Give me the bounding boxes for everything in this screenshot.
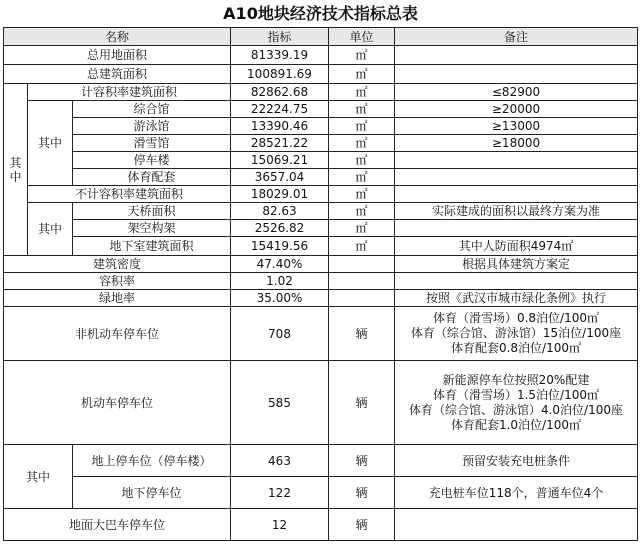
row-value: 463 <box>231 445 329 477</box>
row-unit: 辆 <box>329 307 395 361</box>
row-unit: ㎡ <box>329 203 395 220</box>
row-name: 容积率 <box>4 273 231 290</box>
row-name: 停车楼 <box>73 152 231 169</box>
row-name: 架空构架 <box>73 220 231 237</box>
row-name: 机动车停车位 <box>4 361 231 445</box>
indicator-table <box>3 27 638 541</box>
table-row <box>4 203 638 220</box>
row-note: ≥13000 <box>395 118 638 135</box>
row-unit: 辆 <box>329 361 395 445</box>
header-value: 指标 <box>231 28 329 46</box>
row-value: 35.00% <box>231 290 329 307</box>
row-note: 预留安装充电桩条件 <box>395 445 638 477</box>
row-note <box>395 220 638 237</box>
row-value: 82.63 <box>231 203 329 220</box>
table-row <box>4 307 638 361</box>
row-unit: ㎡ <box>329 135 395 152</box>
row-note: 其中人防面积4974㎡ <box>395 237 638 256</box>
row-name: 游泳馆 <box>73 118 231 135</box>
row-name: 总用地面积 <box>4 46 231 65</box>
header-row <box>4 28 638 46</box>
row-value: 47.40% <box>231 256 329 273</box>
note-line: 体育配套1.0泊位/100㎡ <box>450 417 582 432</box>
row-note <box>395 169 638 186</box>
row-value: 28521.22 <box>231 135 329 152</box>
row-value: 81339.19 <box>231 46 329 65</box>
row-unit: ㎡ <box>329 237 395 256</box>
row-unit: ㎡ <box>329 84 395 101</box>
row-unit: ㎡ <box>329 220 395 237</box>
note-line: 体育（综合馆、游泳馆）4.0泊位/100座 <box>408 402 624 417</box>
row-name: 天桥面积 <box>73 203 231 220</box>
row-value: 15419.56 <box>231 237 329 256</box>
row-note: 实际建成的面积以最终方案为准 <box>395 203 638 220</box>
row-unit <box>329 256 395 273</box>
row-value: 122 <box>231 477 329 509</box>
row-unit <box>329 290 395 307</box>
table-row <box>4 186 638 203</box>
row-value: 585 <box>231 361 329 445</box>
row-value: 18029.01 <box>231 186 329 203</box>
row-name: 综合馆 <box>73 101 231 118</box>
row-name: 地下室建筑面积 <box>73 237 231 256</box>
table-row <box>4 237 638 256</box>
header-note: 备注 <box>395 28 638 46</box>
row-unit: ㎡ <box>329 118 395 135</box>
table-row <box>4 509 638 541</box>
row-name: 不计容积率建筑面积 <box>28 186 231 203</box>
row-unit: 辆 <box>329 445 395 477</box>
row-note <box>395 509 638 541</box>
table-row <box>4 290 638 307</box>
row-note <box>395 46 638 65</box>
table-row <box>4 84 638 101</box>
table-row <box>4 118 638 135</box>
row-value: 1.02 <box>231 273 329 290</box>
table-row <box>4 46 638 65</box>
row-name: 滑雪馆 <box>73 135 231 152</box>
row-value: 82862.68 <box>231 84 329 101</box>
header-unit: 单位 <box>329 28 395 46</box>
row-note <box>395 273 638 290</box>
note-line: 体育（滑雪场）0.8泊位/100㎡ <box>432 311 600 325</box>
row-unit: ㎡ <box>329 169 395 186</box>
row-name: 建筑密度 <box>4 256 231 273</box>
header-name: 名称 <box>4 28 231 46</box>
row-name: 地下停车位 <box>73 477 231 509</box>
group-label-car: 其中 <box>4 445 73 509</box>
row-note: 按照《武汉市城市绿化条例》执行 <box>395 290 638 307</box>
row-value: 13390.46 <box>231 118 329 135</box>
note-line: 体育配套0.8泊位/100㎡ <box>450 341 582 355</box>
table-row <box>4 152 638 169</box>
row-note: ≤82900 <box>395 84 638 101</box>
row-note: 充电桩车位118个，普通车位4个 <box>395 477 638 509</box>
row-note <box>395 152 638 169</box>
row-name: 非机动车停车位 <box>4 307 231 361</box>
note-line: 体育（滑雪场）1.5泊位/100㎡ <box>432 387 600 402</box>
row-unit: ㎡ <box>329 186 395 203</box>
table-row <box>4 65 638 84</box>
row-value: 100891.69 <box>231 65 329 84</box>
table-title: A10地块经济技术指标总表 <box>223 4 418 23</box>
row-unit: 辆 <box>329 477 395 509</box>
row-unit: 辆 <box>329 509 395 541</box>
row-unit: ㎡ <box>329 46 395 65</box>
row-note-multiline <box>395 361 638 445</box>
row-name: 总建筑面积 <box>4 65 231 84</box>
row-value: 3657.04 <box>231 169 329 186</box>
table-row <box>4 477 638 509</box>
group-label-nonfar: 其中 <box>28 203 73 256</box>
row-note-multiline <box>395 307 638 361</box>
note-line: 体育（综合馆、游泳馆）15泊位/100座 <box>410 326 622 340</box>
row-unit <box>329 273 395 290</box>
table-row <box>4 101 638 118</box>
row-unit: ㎡ <box>329 152 395 169</box>
row-note <box>395 186 638 203</box>
row-name: 体育配套 <box>73 169 231 186</box>
row-note <box>395 65 638 84</box>
row-name: 绿地率 <box>4 290 231 307</box>
table-row <box>4 135 638 152</box>
row-value: 22224.75 <box>231 101 329 118</box>
row-value: 15069.21 <box>231 152 329 169</box>
table-row <box>4 256 638 273</box>
row-note: ≥20000 <box>395 101 638 118</box>
row-name: 地面大巴车停车位 <box>4 509 231 541</box>
row-value: 708 <box>231 307 329 361</box>
table-row <box>4 273 638 290</box>
row-value: 2526.82 <box>231 220 329 237</box>
group-label-outer: 其中 <box>4 84 28 256</box>
row-note: ≥18000 <box>395 135 638 152</box>
table-row <box>4 445 638 477</box>
row-unit: ㎡ <box>329 101 395 118</box>
table-row <box>4 220 638 237</box>
row-name: 地上停车位（停车楼） <box>73 445 231 477</box>
note-line: 新能源停车位按照20%配建 <box>442 372 590 387</box>
row-name: 计容积率建筑面积 <box>28 84 231 101</box>
row-unit: ㎡ <box>329 65 395 84</box>
row-value: 12 <box>231 509 329 541</box>
table-row <box>4 169 638 186</box>
group-label-far: 其中 <box>28 101 73 186</box>
table-row <box>4 361 638 445</box>
row-note: 根据具体建筑方案定 <box>395 256 638 273</box>
